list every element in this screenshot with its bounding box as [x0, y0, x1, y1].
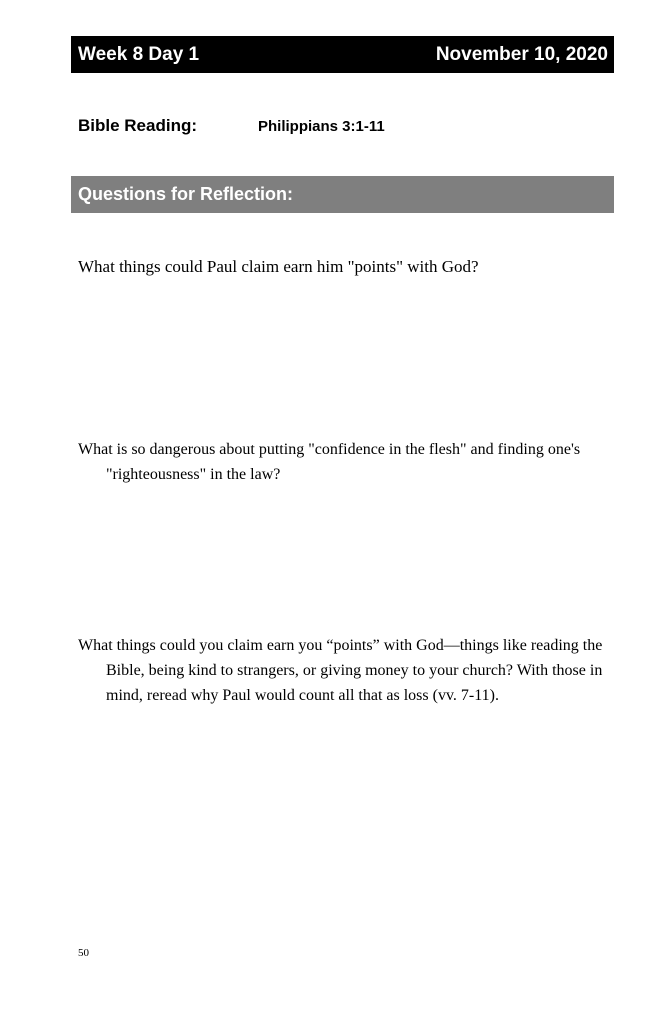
question-3: What things could you claim earn you “points” with God—things like reading the Bible, being kind to strangers, or giving money to your church? With those in mind, reread why Paul would count all that as loss (vv. 7-11).: [78, 637, 603, 704]
section-header: [71, 176, 614, 213]
week-day-title: Week 8 Day 1: [78, 43, 200, 65]
reading-label: Bible Reading:: [78, 116, 198, 135]
question-1: What things could Paul claim earn him "points" with God?: [78, 257, 479, 276]
question-2: What is so dangerous about putting "confidence in the flesh" and finding one's "righteousness" in the law?: [78, 441, 581, 483]
bible-reading: [78, 116, 578, 140]
section-title: Questions for Reflection:: [78, 184, 294, 204]
page-number: 50: [78, 947, 89, 959]
header-bar: [71, 36, 614, 73]
date-label: November 10, 2020: [435, 43, 608, 65]
reading-reference: Philippians 3:1-11: [258, 118, 385, 135]
